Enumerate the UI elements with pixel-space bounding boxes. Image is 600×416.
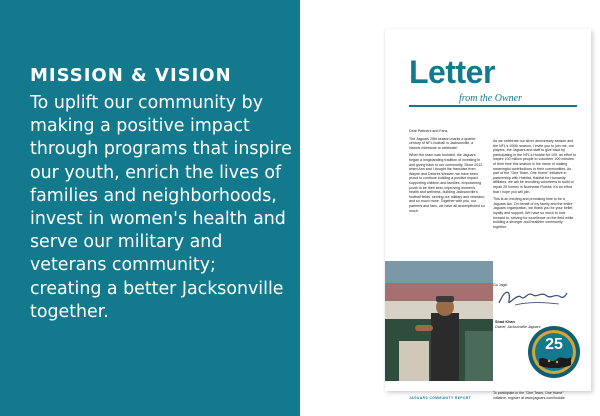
letter-paragraph: The Jaguars 25th season marks a quarter century of NFL football in Jacksonville, a historic milestone to celebrate! — [409, 136, 476, 150]
title-divider — [409, 105, 577, 107]
mission-heading: MISSION & VISION — [30, 65, 232, 86]
letter-signoff: Go Jags! — [493, 283, 508, 287]
badge-number: 25 — [545, 336, 563, 353]
letter-paragraph: When the team was founded, the Jaguars began a longstanding tradition of investing in and giving back to our community. Since 2012, when Ann and I bought the franchise from Wayne and Delores Weaver, we have been proud to continue building a positive impact supporting children and families, empowering youth to be their best, improving women's health and wellness, building Jacksonville's football fields, serving our military and veterans, and so much more. Together with you, our partners and fans, we have all accomplished so much. — [409, 153, 485, 213]
anniversary-badge-logo — [527, 325, 581, 379]
signer-name: Shad Khan — [495, 320, 515, 324]
letter-paragraph: This is an exciting and promising time to be a Jaguars fan. On behalf of my family and the entire Jaguars organization, we thank you for your belief, loyalty and support. We have so much to look forward to, striving for excellence on the field while building a stronger and healthier community together. — [493, 197, 574, 229]
signer-title: Owner, Jacksonville Jaguars — [495, 325, 541, 329]
letter-column-left — [409, 129, 485, 216]
participate-note: To participate in the "One Team, One Home" initiative, register at www.jaguars.com/huddle — [493, 391, 565, 400]
signature-image — [497, 287, 569, 309]
letter-salutation: Dear Partners and Fans, — [409, 129, 449, 133]
letter-column-right — [493, 139, 577, 232]
mission-body: To uplift our community by making a positive impact through programs that inspire our youth, enrich the lives of families and neighborhoods, invest in women's health and serve our military and veterans community; creating a better Jacksonville together. — [30, 93, 292, 322]
letter-paragraph: As we celebrate our silver anniversary season and the NFL's 100th season, I invite you to join me, our players, the Jaguars and staff to give back by participating in the NFL's Huddle for 100, an effort to inspire 100 million people to volunteer 100 minutes of their time this season in the name of making meaningful contributions to their communities. As part of the "One Team, One Home" initiative in partnership with Habitat, Habitat for Humanity affiliates, we will be recruiting volunteers to build or repair 25 homes in Northeast Florida. It's an effort that I hope you will join. — [493, 139, 577, 194]
letter-title: Letter — [409, 54, 495, 90]
letter-subtitle: from the Owner — [459, 93, 522, 104]
owner-photo — [385, 261, 493, 381]
footer-label: JAGUARS COMMUNITY REPORT — [409, 396, 472, 400]
